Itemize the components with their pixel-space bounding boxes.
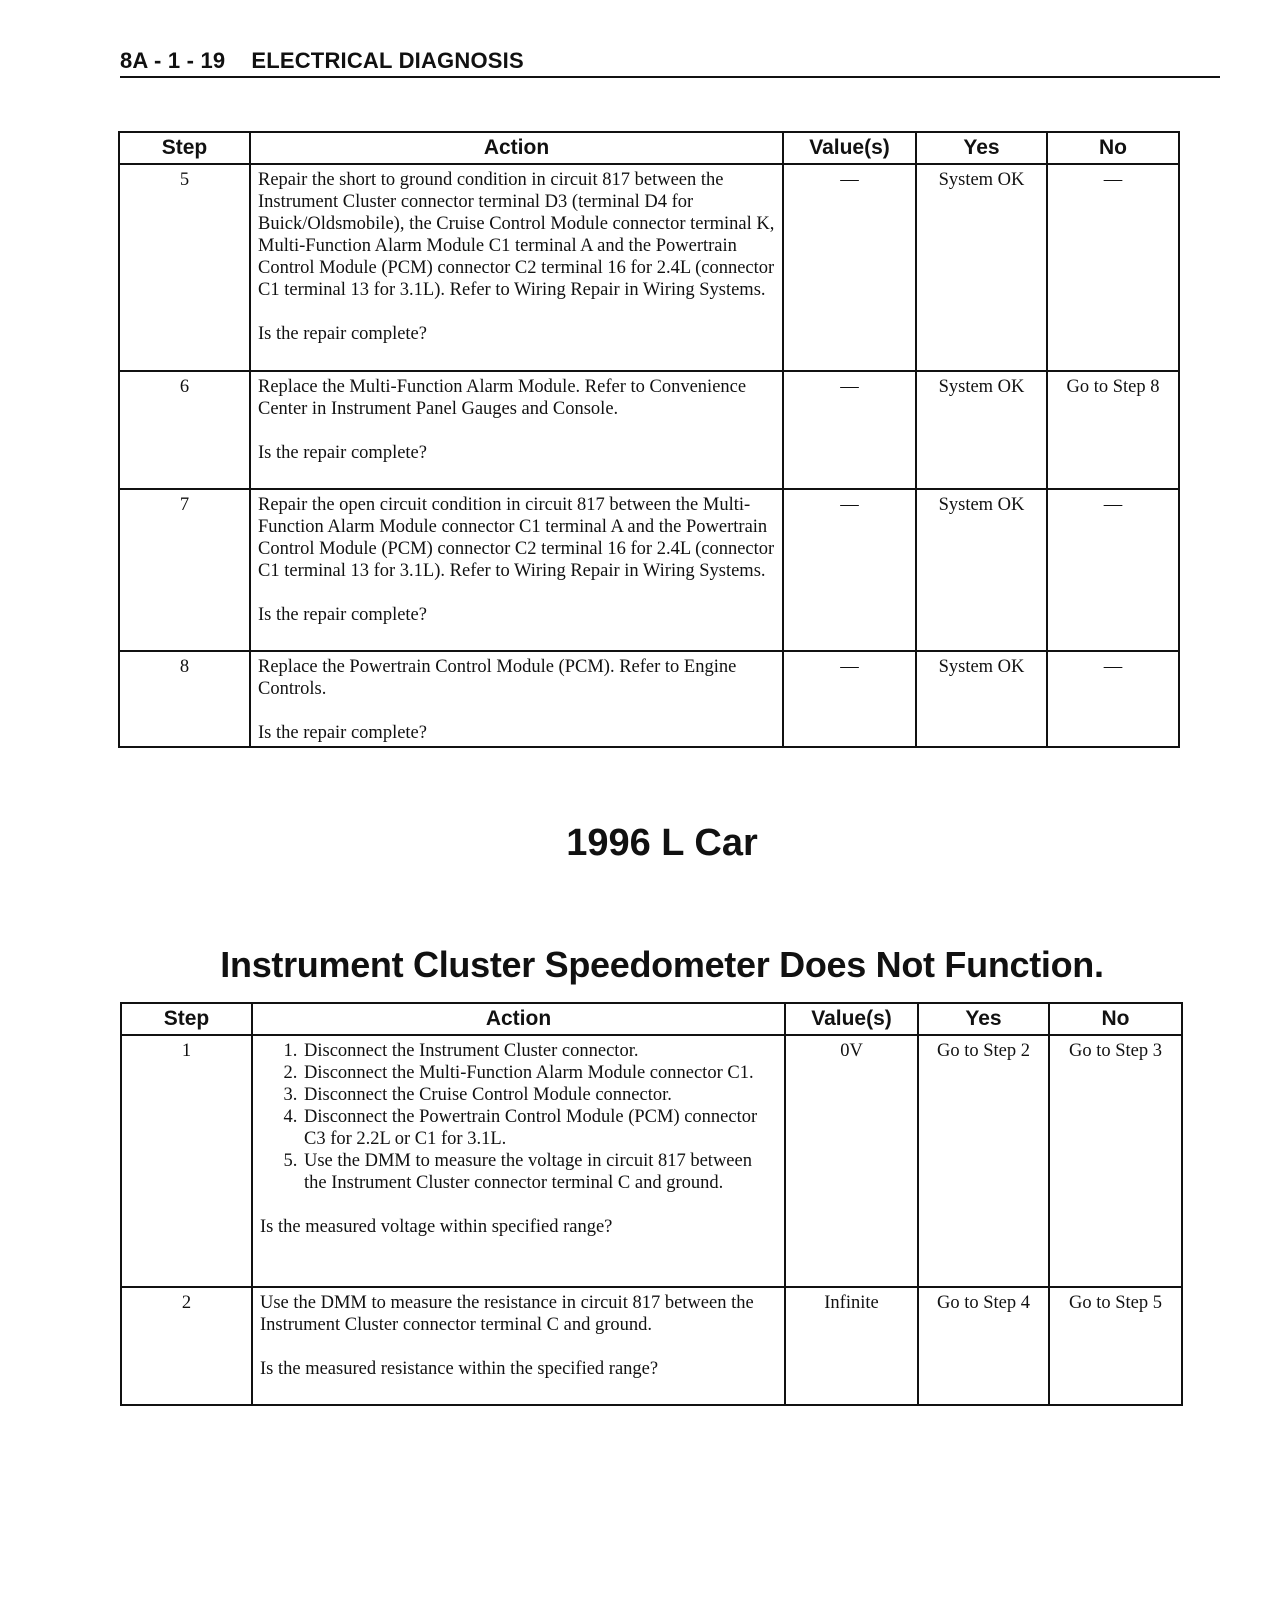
table-row [119, 164, 1179, 371]
column-header-values: Value(s) [783, 132, 916, 164]
substep-item: 1. Disconnect the Instrument Cluster connector. [302, 1040, 778, 1062]
column-header-no: No [1047, 132, 1179, 164]
action-text: Replace the Multi-Function Alarm Module. Refer to Convenience Center in Instrument Panel Gauges and Console. [258, 377, 747, 419]
action-cell [250, 371, 783, 489]
column-header-values: Value(s) [785, 1003, 918, 1035]
value-cell: 0V [785, 1035, 918, 1287]
action-text: Replace the Powertrain Control Module (PCM). Refer to Engine Controls. [258, 657, 737, 699]
yes-cell: System OK [916, 371, 1047, 489]
diagnostic-table [120, 1002, 1183, 1406]
action-question: Is the repair complete? [258, 605, 427, 625]
no-cell: Go to Step 5 [1049, 1287, 1182, 1405]
yes-cell: Go to Step 4 [918, 1287, 1049, 1405]
column-header-yes: Yes [918, 1003, 1049, 1035]
table-row [119, 651, 1179, 747]
table-row [121, 1035, 1182, 1287]
no-cell: — [1047, 651, 1179, 747]
table-row [119, 489, 1179, 651]
action-question: Is the repair complete? [258, 324, 427, 344]
action-cell [252, 1035, 785, 1287]
section-heading: 1996 L Car [566, 822, 758, 864]
action-question: Is the repair complete? [258, 723, 427, 743]
action-cell [250, 489, 783, 651]
action-cell [250, 164, 783, 371]
column-header-action: Action [250, 132, 783, 164]
step-number: 8 [119, 651, 250, 747]
step-number: 7 [119, 489, 250, 651]
header-title: ELECTRICAL DIAGNOSIS [251, 48, 524, 73]
procedure-title: Instrument Cluster Speedometer Does Not Function. [220, 944, 1104, 985]
step-number: 2 [121, 1287, 252, 1405]
value-cell: — [783, 371, 916, 489]
table-header-row [121, 1003, 1182, 1035]
column-header-step: Step [121, 1003, 252, 1035]
table-header-row [119, 132, 1179, 164]
section-number: 8A - 1 - 19 [120, 48, 226, 73]
value-cell: Infinite [785, 1287, 918, 1405]
column-header-action: Action [252, 1003, 785, 1035]
substep-list [260, 1040, 778, 1194]
value-cell: — [783, 164, 916, 371]
action-cell [250, 651, 783, 747]
value-cell: — [783, 489, 916, 651]
no-cell: Go to Step 3 [1049, 1035, 1182, 1287]
column-header-no: No [1049, 1003, 1182, 1035]
yes-cell: System OK [916, 164, 1047, 371]
table-row [121, 1287, 1182, 1405]
step-number: 1 [121, 1035, 252, 1287]
substep-item: 3. Disconnect the Cruise Control Module connector. [302, 1084, 778, 1106]
substep-item: 5. Use the DMM to measure the voltage in circuit 817 between the Instrument Cluster connector terminal C and ground. [302, 1150, 778, 1194]
substep-item: 2. Disconnect the Multi-Function Alarm Module connector C1. [302, 1062, 778, 1084]
page-header [120, 48, 1220, 78]
table-row [119, 371, 1179, 489]
step-number: 5 [119, 164, 250, 371]
substep-item: 4. Disconnect the Powertrain Control Module (PCM) connector C3 for 2.2L or C1 for 3.1L. [302, 1106, 778, 1150]
no-cell: — [1047, 489, 1179, 651]
action-text: Use the DMM to measure the resistance in circuit 817 between the Instrument Cluster connector terminal C and ground. [260, 1293, 754, 1335]
diagnostic-table-continued [118, 131, 1180, 748]
action-text: Repair the open circuit condition in circuit 817 between the Multi-Function Alarm Module connector C1 terminal A and the Powertrain Control Module (PCM) connector C2 terminal 16 for 2.4L (connector C1 terminal 13 for 3.1L). Refer to Wiring Repair in Wiring Systems. [258, 495, 775, 581]
column-header-step: Step [119, 132, 250, 164]
no-cell: — [1047, 164, 1179, 371]
yes-cell: Go to Step 2 [918, 1035, 1049, 1287]
action-question: Is the measured voltage within specified range? [260, 1217, 613, 1237]
action-question: Is the repair complete? [258, 443, 427, 463]
action-text: Repair the short to ground condition in circuit 817 between the Instrument Cluster connector terminal D3 (terminal D4 for Buick/Oldsmobile), the Cruise Control Module connector terminal K, Multi-Function Alarm Module C1 terminal A and the Powertrain Control Module (PCM) connector C2 terminal 16 for 2.4L (connector C1 terminal 13 for 3.1L). Refer to Wiring Repair in Wiring Systems. [258, 170, 775, 300]
action-cell [252, 1287, 785, 1405]
column-header-yes: Yes [916, 132, 1047, 164]
value-cell: — [783, 651, 916, 747]
yes-cell: System OK [916, 651, 1047, 747]
no-cell: Go to Step 8 [1047, 371, 1179, 489]
action-question: Is the measured resistance within the specified range? [260, 1359, 659, 1379]
yes-cell: System OK [916, 489, 1047, 651]
step-number: 6 [119, 371, 250, 489]
